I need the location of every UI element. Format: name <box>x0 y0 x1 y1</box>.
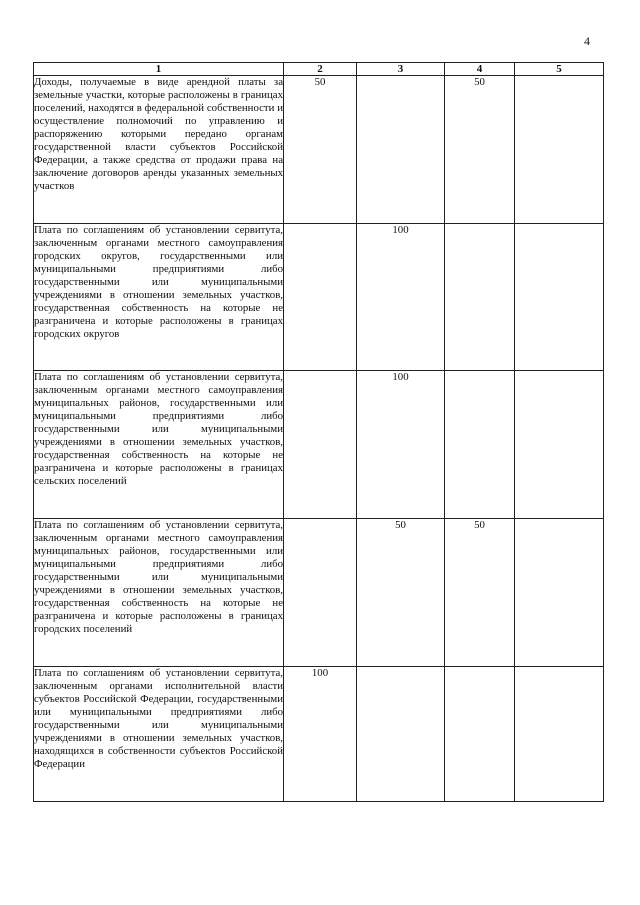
header-col-5: 5 <box>515 63 604 76</box>
row-value-col-3: 50 <box>357 519 445 667</box>
row-value-col-4: 50 <box>445 519 515 667</box>
row-description: Плата по соглашениям об установлении сервитута, заключенным органами исполнительной власти субъектов Российской Федерации, государственными или муниципальными предприятиями либо государственными или муниципальными учреждениями в отношении земельных участков, находящихся в собственности субъектов Российской Федерации <box>34 667 284 802</box>
row-value-col-5 <box>515 224 604 371</box>
row-value-col-2: 50 <box>284 76 357 224</box>
row-value-col-4: 50 <box>445 76 515 224</box>
row-description: Доходы, получаемые в виде арендной платы за земельные участки, которые расположены в границах поселений, находятся в федеральной собственности и осуществление полномочий по управлению и распоряжению которыми передано органам государственной власти субъектов Российской Федерации, а также средства от продажи права на заключение договоров аренды указанных земельных участков <box>34 76 284 224</box>
table-row <box>34 76 604 224</box>
revenue-distribution-table <box>33 62 604 802</box>
table-row <box>34 224 604 371</box>
header-col-4: 4 <box>445 63 515 76</box>
header-col-3: 3 <box>357 63 445 76</box>
row-value-col-2 <box>284 519 357 667</box>
row-value-col-4 <box>445 371 515 519</box>
row-value-col-3 <box>357 76 445 224</box>
table-row <box>34 667 604 802</box>
header-col-2: 2 <box>284 63 357 76</box>
row-value-col-2: 100 <box>284 667 357 802</box>
row-description: Плата по соглашениям об установлении сервитута, заключенным органами местного самоуправления муниципальных районов, государственными или муниципальными предприятиями либо государственными или муниципальными учреждениями в отношении земельных участков, государственная собственность на которые не разграничена и которые расположены в границах сельских поселений <box>34 371 284 519</box>
row-description: Плата по соглашениям об установлении сервитута, заключенным органами местного самоуправления муниципальных районов, государственными или муниципальными предприятиями либо государственными или муниципальными учреждениями в отношении земельных участков, государственная собственность на которые не разграничена и которые расположены в границах городских поселений <box>34 519 284 667</box>
row-value-col-5 <box>515 76 604 224</box>
row-description: Плата по соглашениям об установлении сервитута, заключенным органами местного самоуправления городских округов, государственными или муниципальными предприятиями либо государственными или муниципальными учреждениями в отношении земельных участков, государственная собственность на которые не разграничена и которые расположены в границах городских округов <box>34 224 284 371</box>
row-value-col-3: 100 <box>357 371 445 519</box>
table-row <box>34 519 604 667</box>
row-value-col-3: 100 <box>357 224 445 371</box>
row-value-col-5 <box>515 667 604 802</box>
row-value-col-2 <box>284 371 357 519</box>
row-value-col-5 <box>515 371 604 519</box>
row-value-col-4 <box>445 224 515 371</box>
table-row <box>34 371 604 519</box>
row-value-col-4 <box>445 667 515 802</box>
table-header-row <box>34 63 604 76</box>
header-col-1: 1 <box>34 63 284 76</box>
row-value-col-2 <box>284 224 357 371</box>
row-value-col-5 <box>515 519 604 667</box>
page-number: 4 <box>584 34 590 48</box>
row-value-col-3 <box>357 667 445 802</box>
